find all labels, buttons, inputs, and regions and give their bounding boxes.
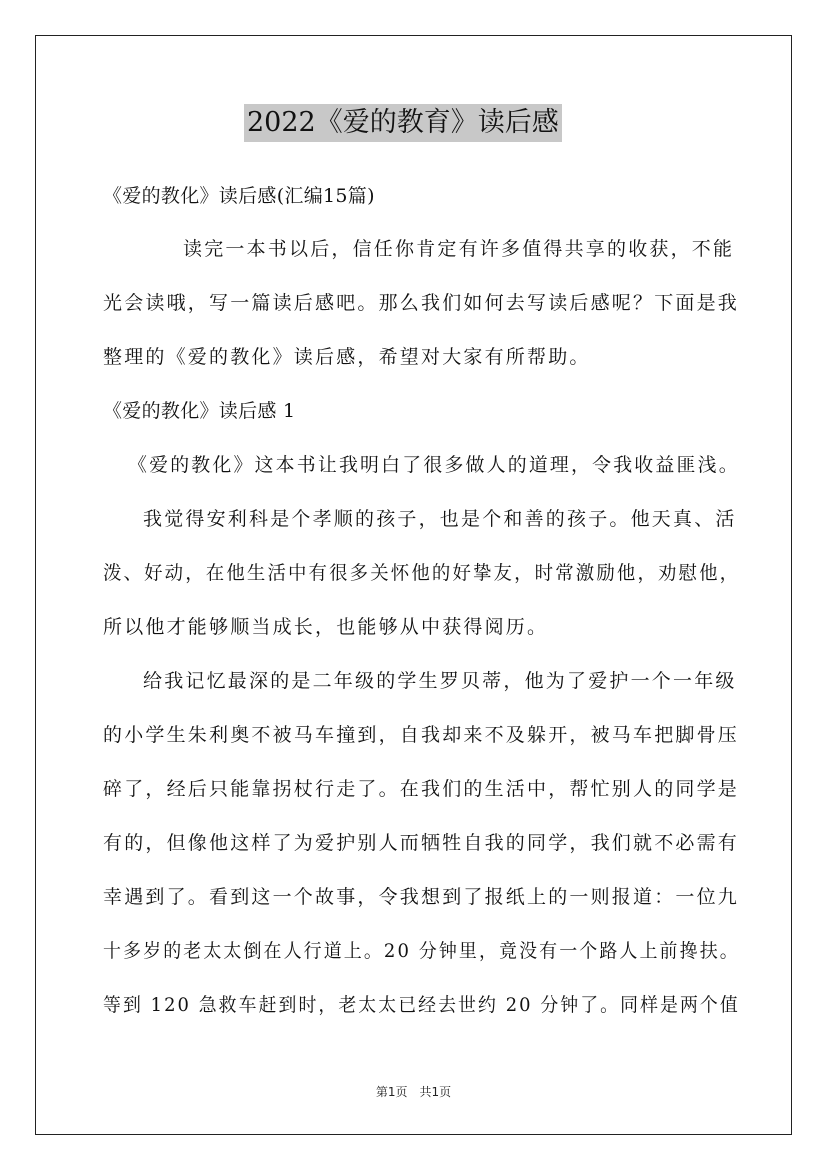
- body-line: 给我记忆最深的是二年级的学生罗贝蒂，他为了爱护一个一年级: [143, 670, 737, 692]
- body-line: 泼、好动，在他生活中有很多关怀他的好挚友，时常激励他，劝慰他，: [103, 562, 741, 584]
- body-line: 我觉得安利科是个孝顺的孩子，也是个和善的孩子。他天真、活: [143, 508, 737, 530]
- body-line: 十多岁的老太太倒在人行道上。20 分钟里，竟没有一个路人上前搀扶。: [103, 940, 740, 962]
- intro-line: 光会读哦，写一篇读后感吧。那么我们如何去写读后感呢？下面是我: [103, 292, 740, 314]
- intro-line: 读完一本书以后，信任你肯定有许多值得共享的收获，不能: [183, 238, 735, 260]
- intro-line: 整理的《爱的教化》读后感，希望对大家有所帮助。: [103, 346, 591, 368]
- body-line: 幸遇到了。看到这一个故事，令我想到了报纸上的一则报道：一位九: [103, 886, 740, 908]
- body-line: 有的，但像他这样了为爱护别人而牺牲自我的同学，我们就不必需有: [103, 832, 740, 854]
- body-line: 等到 120 急救车赶到时，老太太已经去世约 20 分钟了。同样是两个值: [103, 994, 740, 1016]
- document-title: 2022《爱的教育》读后感: [244, 104, 562, 142]
- page-footer: 第1页 共1页: [375, 1085, 452, 1099]
- body-line: 所以他才能够顺当成长，也能够从中获得阅历。: [103, 616, 549, 638]
- body-line: 《爱的教化》这本书让我明白了很多做人的道理，令我收益匪浅。: [128, 454, 740, 476]
- document-subtitle: 《爱的教化》读后感(汇编15篇): [103, 185, 375, 207]
- body-line: 碎了，经后只能靠拐杖行走了。在我们的生活中，帮忙别人的同学是: [103, 778, 740, 800]
- body-line: 的小学生朱利奥不被马车撞到，自我却来不及躲开，被马车把脚骨压: [103, 724, 740, 746]
- section-heading: 《爱的教化》读后感 1: [103, 400, 296, 422]
